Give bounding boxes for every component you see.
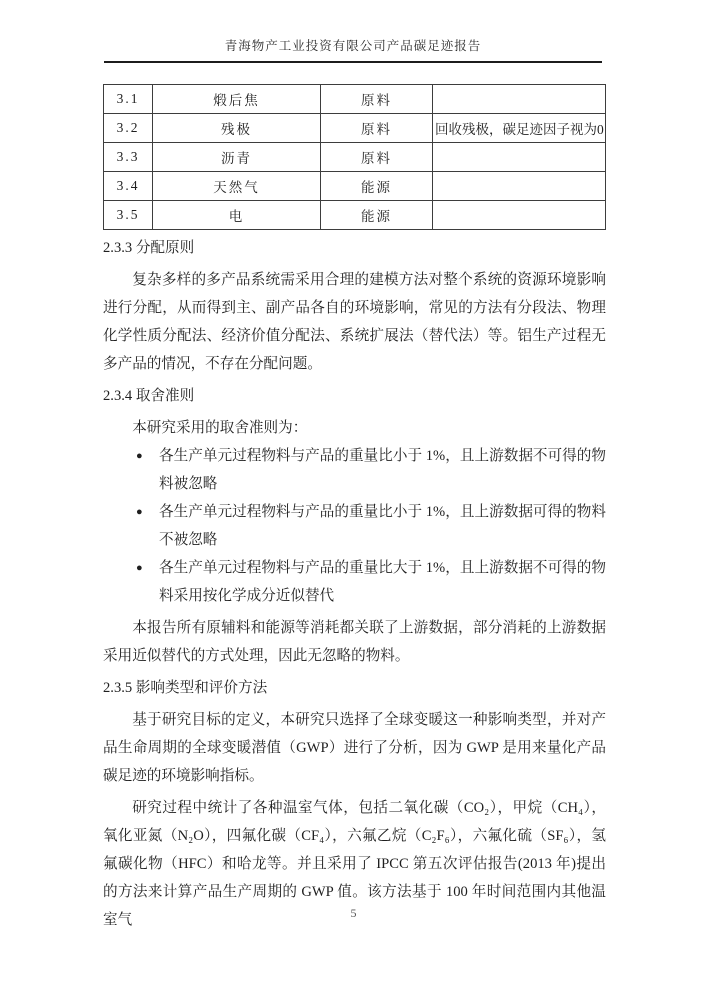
- cutoff-bullet-list: [103, 442, 606, 610]
- bullet-icon: ●: [136, 506, 143, 518]
- row-type-cell: 能源: [321, 172, 433, 201]
- row-type-cell: 原料: [321, 85, 433, 114]
- row-note-cell: 回收残极，碳足迹因子视为0: [433, 114, 606, 143]
- row-number-cell: 3.2: [104, 114, 153, 143]
- row-name-cell: 残极: [153, 114, 321, 143]
- row-number-cell: 3.4: [104, 172, 153, 201]
- row-name-cell: 电: [153, 201, 321, 230]
- table-row: [104, 201, 606, 230]
- greenhouse-gases-paragraph: 研究过程中统计了各种温室气体，包括二氧化碳（CO₂），甲烷（CH₄），氧化亚氮（N₂O），四氟化碳（CF₄），六氟乙烷（C₂F₆），六氟化硫（SF₆），氢氟碳化物（HFC）和哈龙等。并且采用了 IPCC 第五次评估报告(2013 年)提出的方法来计算产品生产周期的 GWP 值。该方法基于 100 年时间范围内其他温室气: [103, 800, 606, 928]
- allocation-paragraph: 复杂多样的多产品系统需采用合理的建模方法对整个系统的资源环境影响进行分配，从而得到主、副产品各自的环境影响，常见的方法有分段法、物理化学性质分配法、经济价值分配法、系统扩展法（替代法）等。铝生产过程无多产品的情况，不存在分配问题。: [103, 272, 606, 372]
- bullet-icon: ●: [136, 562, 143, 574]
- table-row: [104, 172, 606, 201]
- row-name-cell: 天然气: [153, 172, 321, 201]
- list-item: [103, 498, 606, 554]
- row-number-cell: 3.5: [104, 201, 153, 230]
- impact-gwp-paragraph: 基于研究目标的定义，本研究只选择了全球变暖这一种影响类型，并对产品生命周期的全球变暖潜值（GWP）进行了分析，因为 GWP 是用来量化产品碳足迹的环境影响指标。: [103, 712, 606, 784]
- list-item: [103, 554, 606, 610]
- section-heading-impact-types: 2.3.5 影响类型和评价方法: [103, 680, 268, 696]
- section-heading-cutoff: 2.3.4 取舍准则: [103, 388, 195, 404]
- section-heading-allocation: 2.3.3 分配原则: [103, 240, 195, 256]
- row-type-cell: 原料: [321, 143, 433, 172]
- row-note-cell: [433, 85, 606, 114]
- table-row: [104, 143, 606, 172]
- row-type-cell: 原料: [321, 114, 433, 143]
- page-number: 5: [350, 906, 357, 920]
- materials-energy-table: [103, 84, 606, 230]
- running-header-title: 青海物产工业投资有限公司产品碳足迹报告: [104, 36, 602, 63]
- row-note-cell: [433, 201, 606, 230]
- cutoff-intro: 本研究采用的取舍准则为：: [132, 420, 308, 436]
- row-number-cell: 3.3: [104, 143, 153, 172]
- row-number-cell: 3.1: [104, 85, 153, 114]
- row-note-cell: [433, 172, 606, 201]
- document-body: [103, 234, 606, 938]
- table-row: [104, 85, 606, 114]
- table-row: [104, 114, 606, 143]
- row-name-cell: 煅后焦: [153, 85, 321, 114]
- bullet-icon: ●: [136, 450, 143, 462]
- cutoff-summary-paragraph: 本报告所有原辅料和能源等消耗都关联了上游数据，部分消耗的上游数据采用近似替代的方式处理，因此无忽略的物料。: [103, 620, 606, 664]
- row-type-cell: 能源: [321, 201, 433, 230]
- list-item: [103, 442, 606, 498]
- list-item-text: 各生产单元过程物料与产品的重量比大于 1%，且上游数据不可得的物料采用按化学成分近似替代: [159, 560, 606, 604]
- row-name-cell: 沥青: [153, 143, 321, 172]
- list-item-text: 各生产单元过程物料与产品的重量比小于 1%，且上游数据不可得的物料被忽略: [159, 448, 606, 492]
- row-note-cell: [433, 143, 606, 172]
- list-item-text: 各生产单元过程物料与产品的重量比小于 1%，且上游数据可得的物料不被忽略: [159, 504, 606, 548]
